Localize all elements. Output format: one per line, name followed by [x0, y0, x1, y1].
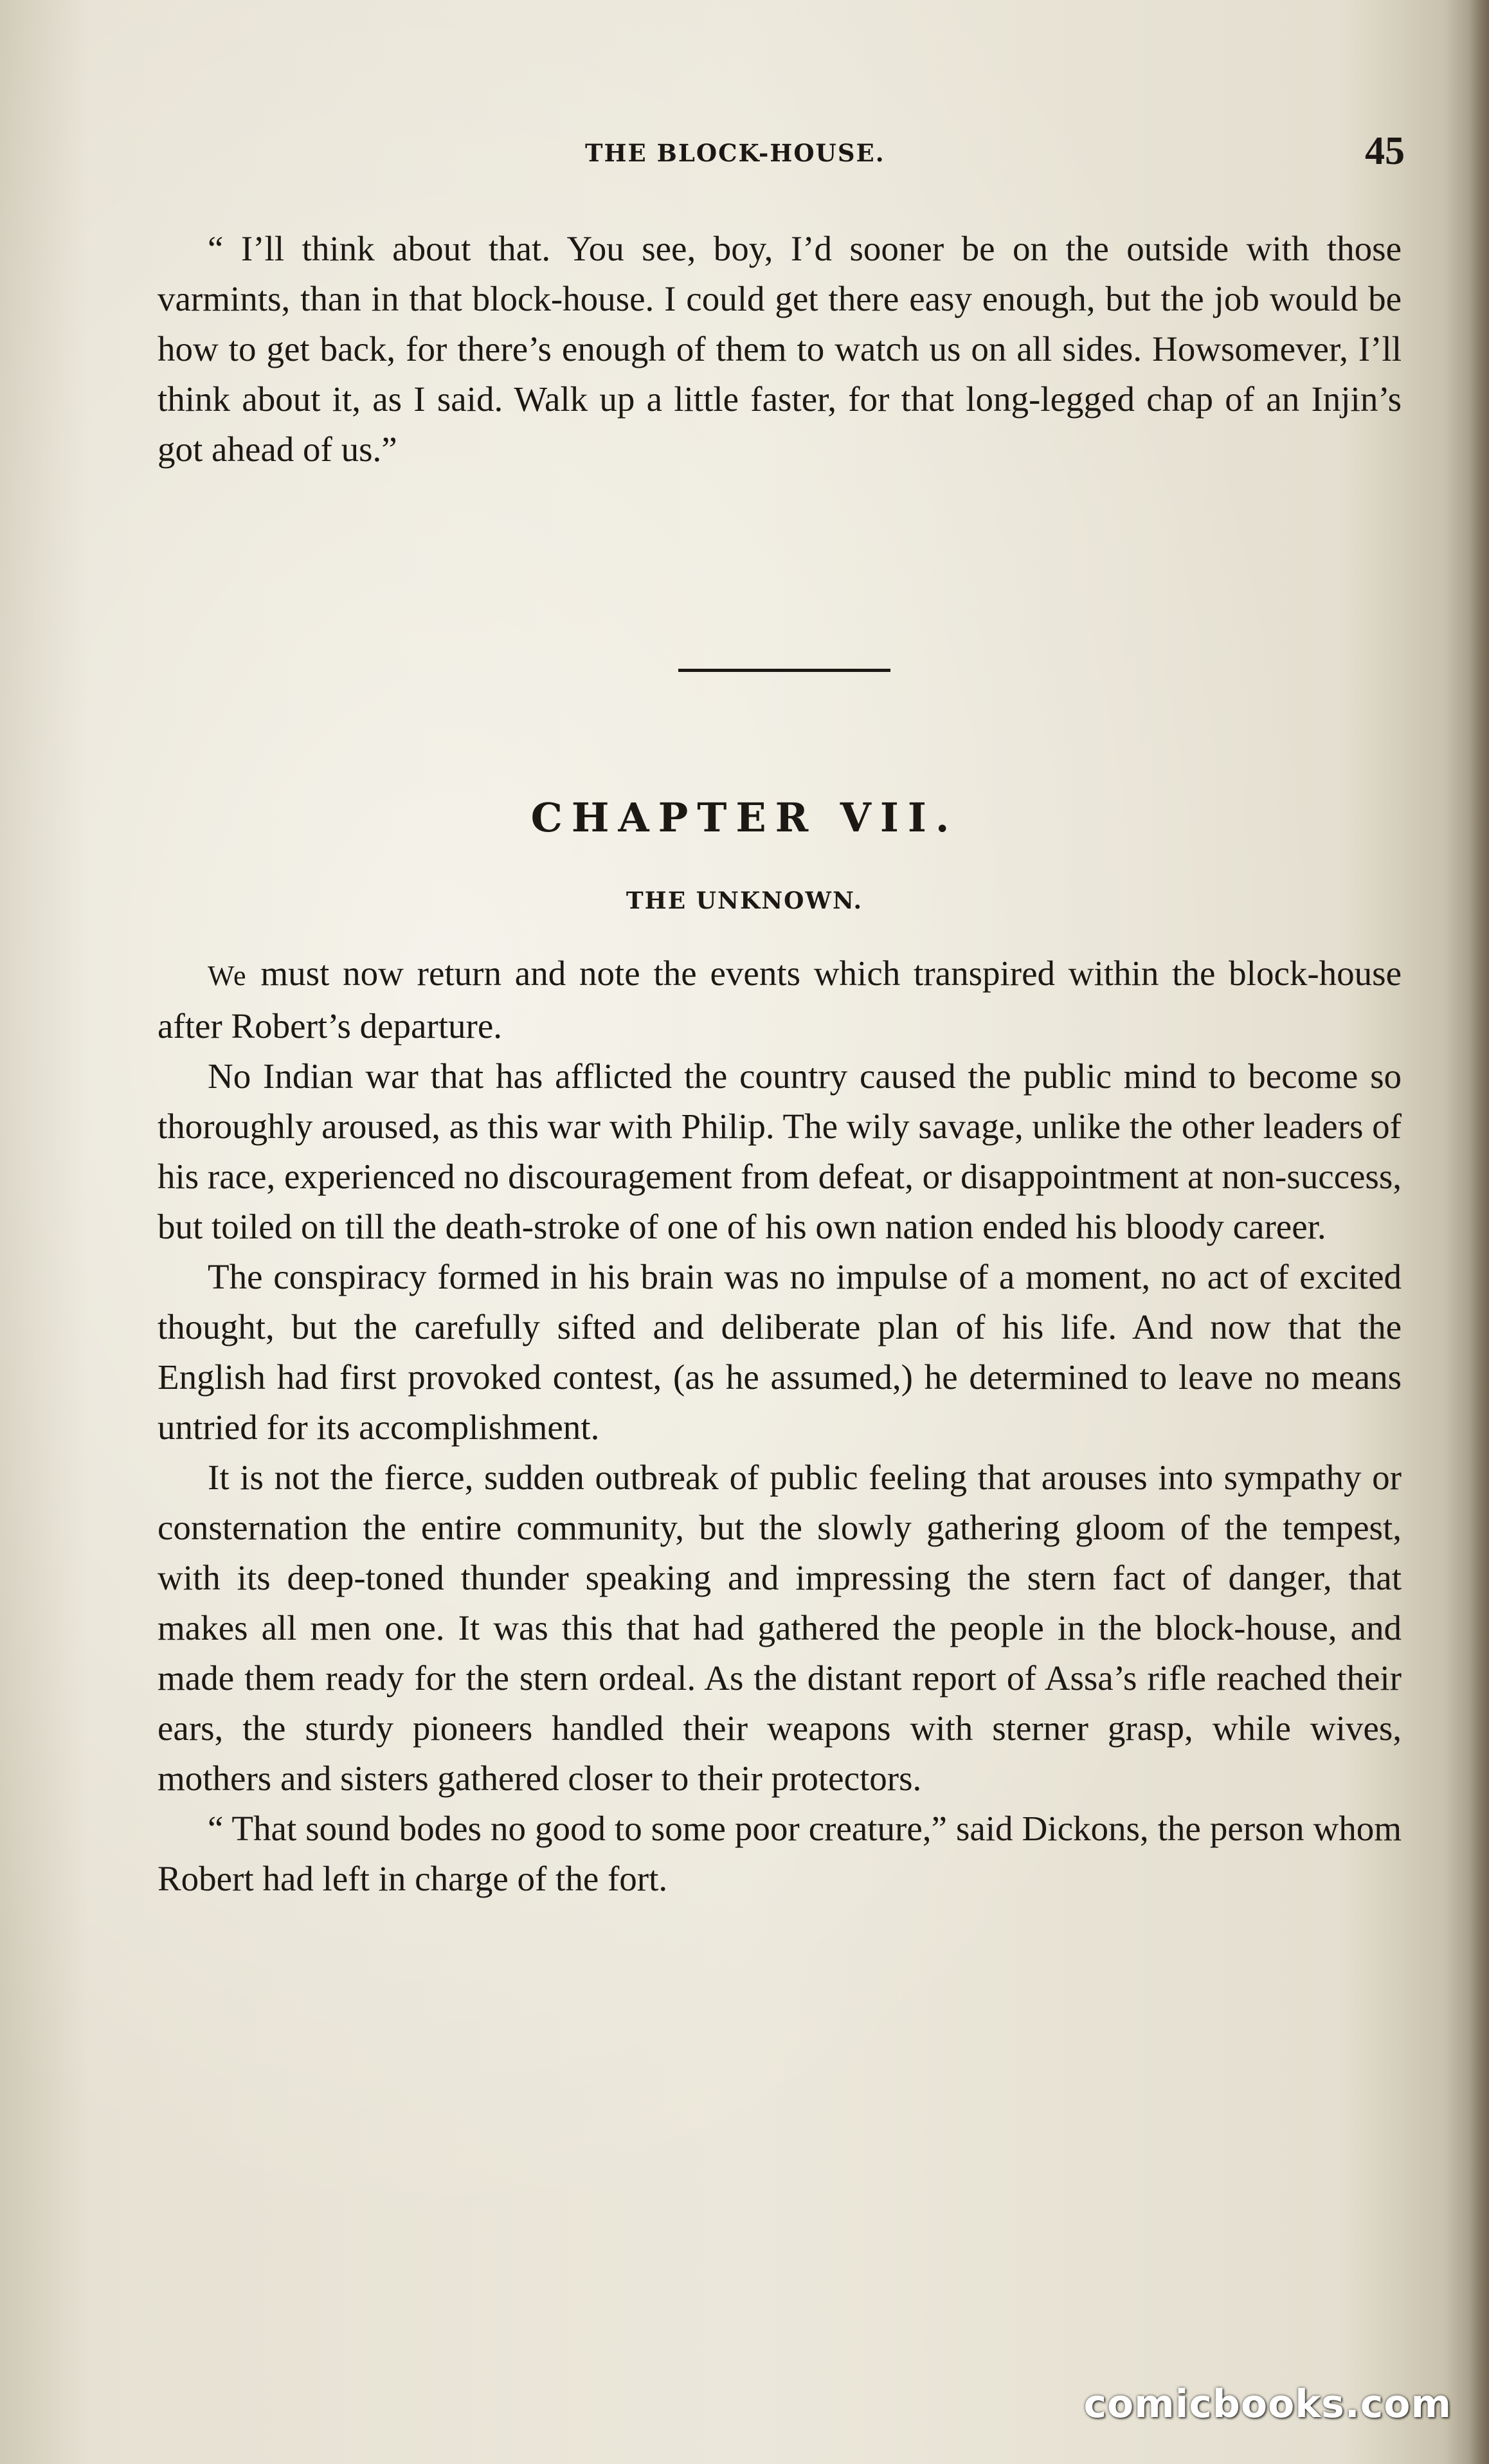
paragraph-1-text: must now return and note the events which transpired within the block-house after Robert’s departure.	[158, 954, 1402, 1046]
chapter-title: CHAPTER VII.	[530, 794, 959, 841]
paragraph-3: The conspiracy formed in his brain was no impulse of a moment, no act of excited thought, but the carefully sifted and deliberate plan of his life. And now that the English had first provoked contest, (as he assumed,) he determined to leave no means untried for its accomplishment.	[158, 1257, 1402, 1447]
continuation-paragraph: “ I’ll think about that. You see, boy, I’d sooner be on the outside with those varmints, than in that block-house. I could get there easy enough, but the job would be how to get back, for there’s enough of them to watch us on all sides. Howsomever, I’ll think about it, as I said. Walk up a little faster, for that long-legged chap of an Injin’s got ahead of us.”	[158, 229, 1402, 469]
page-spine-shadow	[1470, 0, 1489, 2464]
section-divider-rule	[678, 669, 890, 672]
running-head	[154, 129, 1405, 180]
paragraph-4: It is not the fierce, sudden outbreak of public feeling that arouses into sympathy or consternation the entire community, but the slowly gathering gloom of the tempest, with its deep-toned thunder speaking and impressing the stern fact of danger, that makes all men one. It was this that had gathered the people in the block-house, and made them ready for the stern ordeal. As the distant report of Assa’s rifle reached their ears, the sturdy pioneers handled their weapons with sterner grasp, while wives, mothers and sisters gathered closer to their protectors.	[158, 1458, 1402, 1798]
running-title: THE BLOCK-HOUSE.	[585, 139, 885, 167]
paragraph-1	[158, 948, 1402, 1051]
chapter-body	[158, 948, 1402, 1904]
continuation-text	[158, 224, 1402, 475]
chapter-subtitle: THE UNKNOWN.	[626, 887, 863, 914]
paragraph-2: No Indian war that has afflicted the country caused the public mind to become so thoroughly aroused, as this war with Philip. The wily savage, unlike the other leaders of his race, experienced no discouragement from defeat, or disappointment at non-success, but toiled on till the death-stroke of one of his own nation ended his bloody career.	[158, 1056, 1402, 1246]
paragraph-1-lead: We	[208, 960, 248, 992]
paragraph-5: “ That sound bodes no good to some poor creature,” said Dickons, the person whom Robert had left in charge of the fort.	[158, 1809, 1402, 1898]
watermark-logo: comicbooks.com	[1083, 2382, 1452, 2427]
page-number: 45	[1365, 129, 1405, 173]
